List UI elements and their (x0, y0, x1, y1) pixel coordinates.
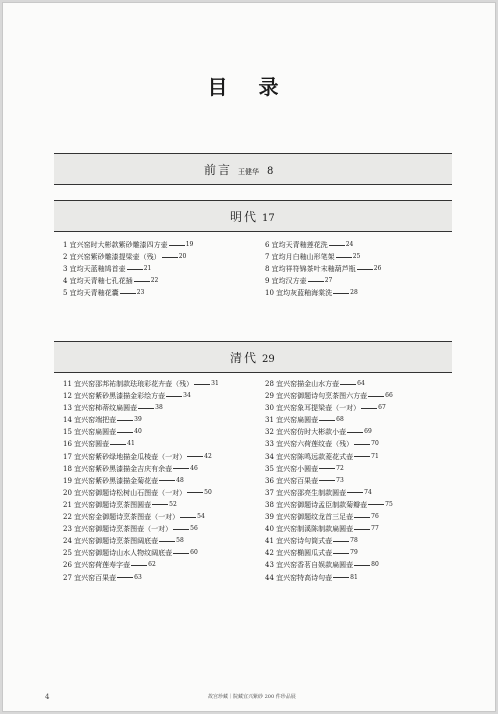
ming-band (54, 200, 452, 232)
leader-line (187, 492, 203, 493)
toc-entry-page: 48 (176, 476, 184, 484)
toc-entry[interactable] (63, 390, 219, 402)
toc-entry-title: 4 宜均天青釉七孔花插 (63, 277, 133, 286)
toc-entry-title: 38 宜兴窑御题诗孟臣制款菊瓣壶 (265, 500, 368, 509)
toc-entry-title: 34 宜兴窑陈鸣远款菱花式壶 (265, 452, 354, 461)
toc-entry[interactable] (63, 547, 219, 559)
toc-entry[interactable] (265, 559, 393, 571)
leader-line (131, 565, 147, 566)
toc-entry-page: 22 (150, 277, 159, 285)
leader-line (347, 492, 363, 493)
ming-list-right (265, 239, 381, 299)
ming-page: 17 (262, 213, 275, 224)
band-rule (54, 153, 452, 154)
leader-line (152, 504, 168, 505)
toc-entry[interactable] (63, 572, 219, 584)
toc-entry-title: 3 宜均天蓝釉鸠首壶 (63, 265, 126, 274)
qing-band (54, 341, 452, 373)
leader-line (347, 432, 363, 433)
toc-entry-page: 26 (373, 265, 382, 273)
toc-entry-title: 30 宜兴窑象耳提梁壶（一对） (265, 404, 361, 413)
leader-line (173, 468, 189, 469)
toc-entry-page: 79 (350, 549, 358, 557)
leader-line (333, 541, 349, 542)
leader-line (110, 444, 126, 445)
toc-entry-title: 1 宜兴窑时大彬款紫砂雕漆四方壶 (63, 241, 168, 249)
leader-line (319, 480, 335, 481)
ming-list-left (63, 239, 193, 299)
toc-entry-title: 16 宜兴窑圆壶 (63, 440, 110, 449)
toc-entry-title: 44 宜兴窑特高诗句壶 (265, 573, 333, 582)
toc-entry[interactable] (63, 414, 219, 426)
leader-line (162, 257, 178, 258)
toc-entry-title: 26 宜兴窑荷莲寿字壶 (63, 561, 131, 570)
toc-entry-title: 7 宜均月白釉山形笔架 (265, 253, 335, 262)
toc-entry-page: 74 (364, 488, 372, 496)
toc-entry-page: 27 (324, 277, 333, 285)
toc-entry[interactable] (63, 487, 219, 499)
toc-entry[interactable] (265, 438, 393, 450)
toc-entry-page: 71 (371, 452, 379, 460)
toc-entry-title: 10 宜均灰蓝釉海棠洗 (265, 289, 333, 298)
qing-list-right (265, 378, 393, 584)
toc-entry-page: 41 (127, 440, 135, 448)
band-rule (54, 200, 452, 201)
toc-entry-title: 22 宜兴窑金御题诗烹茶图壶（一对） (63, 513, 180, 522)
toc-entry-page: 63 (134, 573, 142, 581)
toc-entry-page: 75 (385, 500, 393, 508)
toc-entry-page: 56 (190, 525, 198, 533)
leader-line (173, 553, 189, 554)
toc-entry-title: 25 宜兴窑御题诗山水人物纹阔底壶 (63, 549, 173, 558)
toc-entry-title: 5 宜均天青釉花囊 (63, 289, 119, 298)
toc-entry[interactable] (63, 463, 219, 475)
qing-page: 29 (262, 354, 275, 365)
leader-line (319, 420, 335, 421)
leader-line (120, 293, 136, 294)
leader-line (354, 517, 370, 518)
leader-line (361, 408, 377, 409)
toc-entry[interactable] (63, 426, 219, 438)
leader-line (329, 245, 345, 246)
toc-entry-title: 41 宜兴窑诗句筒式壶 (265, 537, 333, 546)
toc-entry[interactable] (265, 572, 393, 584)
toc-entry[interactable] (265, 263, 381, 275)
toc-entry-page: 50 (204, 488, 212, 496)
toc-entry-page: 42 (204, 452, 212, 460)
toc-entry-title: 15 宜兴窑扁圆壶 (63, 428, 117, 437)
preface-band (54, 153, 452, 185)
footer-running-title: 故宫珍藏｜院藏宜兴紫砂 200 件珍品展 (208, 694, 296, 700)
leader-line (187, 456, 203, 457)
toc-entry-page: 54 (197, 513, 205, 521)
toc-entry-page: 19 (185, 241, 194, 248)
toc-entry[interactable] (265, 499, 393, 511)
leader-line (134, 281, 150, 282)
toc-entry[interactable] (265, 487, 393, 499)
qing-heading[interactable] (230, 349, 275, 366)
toc-entry-page: 40 (134, 428, 142, 436)
toc-entry[interactable] (63, 475, 219, 487)
qing-list-left (63, 378, 219, 584)
toc-entry-page: 77 (371, 525, 379, 533)
toc-entry-page: 58 (176, 537, 184, 545)
toc-entry-title: 9 宜均汉方壶 (265, 277, 307, 286)
toc-entry-page: 31 (211, 380, 219, 387)
toc-entry-title: 6 宜均天青釉莲花洗 (265, 241, 328, 249)
leader-line (354, 456, 370, 457)
toc-entry-title: 2 宜兴窑紫砂雕漆提梁壶（残） (63, 253, 161, 262)
toc-entry-title: 11 宜兴窑邵邦祐制款珐琅彩花卉壶（残） (63, 380, 194, 388)
toc-entry-title: 8 宜均祥符锦茶叶末釉葫芦瓶 (265, 265, 356, 274)
toc-entry-page: 81 (350, 573, 358, 581)
page-title: 目 录 (207, 75, 291, 99)
leader-line (333, 577, 349, 578)
toc-entry-page: 67 (378, 404, 386, 412)
toc-entry[interactable] (265, 451, 393, 463)
toc-entry[interactable] (63, 287, 193, 299)
leader-line (166, 396, 182, 397)
leader-line (357, 269, 373, 270)
toc-entry[interactable] (265, 275, 381, 287)
leader-line (340, 384, 356, 385)
toc-entry-title: 37 宜兴窑邵亮生制款圆壶 (265, 488, 347, 497)
toc-entry-title: 14 宜兴窑端把壶 (63, 416, 117, 425)
leader-line (117, 420, 133, 421)
toc-entry[interactable] (63, 535, 219, 547)
toc-entry-title: 32 宜兴窑仿时大彬款小壶 (265, 428, 347, 437)
toc-entry[interactable] (63, 438, 219, 450)
leader-line (333, 293, 349, 294)
band-rule (54, 231, 452, 232)
toc-entry-title: 23 宜兴窑御题诗烹茶图壶（一对） (63, 525, 173, 534)
leader-line (117, 577, 133, 578)
toc-entry-title: 31 宜兴窑扁圆壶 (265, 416, 319, 425)
leader-line (138, 408, 154, 409)
toc-entry-page: 69 (364, 428, 372, 436)
band-rule (54, 372, 452, 373)
leader-line (354, 565, 370, 566)
qing-title: 清代 (230, 351, 259, 365)
leader-line (368, 504, 384, 505)
toc-entry-title: 33 宜兴窑六荷莲纹壶（残） (265, 440, 354, 449)
leader-line (159, 480, 175, 481)
toc-entry[interactable] (265, 475, 393, 487)
toc-entry[interactable] (265, 547, 393, 559)
band-rule (54, 341, 452, 342)
preface-title: 前言 (204, 163, 233, 177)
preface-heading[interactable] (204, 161, 273, 178)
toc-entry[interactable] (265, 402, 393, 414)
toc-entry[interactable] (265, 239, 381, 251)
leader-line (194, 384, 210, 385)
leader-line (173, 529, 189, 530)
toc-entry[interactable] (265, 378, 393, 390)
band-rule (54, 184, 452, 185)
toc-entry[interactable] (63, 511, 219, 523)
leader-line (354, 529, 370, 530)
toc-entry[interactable] (265, 287, 381, 299)
toc-entry-page: 28 (350, 289, 358, 297)
leader-line (308, 281, 324, 282)
toc-entry[interactable] (265, 251, 381, 263)
preface-author: 王健华 (238, 168, 260, 176)
footer-page-number: 4 (45, 693, 50, 701)
leader-line (354, 444, 370, 445)
toc-entry-page: 38 (155, 404, 163, 412)
toc-entry-page: 72 (336, 464, 344, 472)
toc-entry-title: 39 宜兴窑御题纹龙首三足壶 (265, 513, 354, 522)
toc-entry-title: 13 宜兴窑柿蒂纹扁圆壶 (63, 404, 138, 413)
leader-line (319, 468, 335, 469)
toc-page (3, 3, 495, 711)
leader-line (159, 541, 175, 542)
toc-entry-page: 23 (136, 289, 145, 297)
toc-entry-page: 24 (345, 241, 354, 248)
toc-entry[interactable] (63, 275, 193, 287)
toc-entry-title: 35 宜兴窑小圆壶 (265, 464, 319, 473)
toc-entry[interactable] (265, 426, 393, 438)
toc-entry-page: 62 (148, 561, 156, 569)
toc-entry-page: 60 (190, 549, 198, 557)
toc-entry-title: 20 宜兴窑御题诗松树山石图壶（一对） (63, 488, 187, 497)
toc-entry-page: 25 (352, 253, 361, 261)
toc-entry[interactable] (63, 239, 193, 251)
toc-entry[interactable] (63, 559, 219, 571)
toc-entry-page: 34 (183, 392, 191, 400)
toc-entry-title: 17 宜兴窑紫砂绿地描金瓜棱壶（一对） (63, 452, 187, 461)
toc-entry-title: 19 宜兴窑紫砂黑漆描金菊花壶 (63, 476, 159, 485)
toc-entry[interactable] (63, 451, 219, 463)
toc-entry[interactable] (265, 523, 393, 535)
leader-line (127, 269, 143, 270)
toc-entry-title: 43 宜兴窑香茗自娱款扁圆壶 (265, 561, 354, 570)
toc-entry-page: 46 (190, 464, 198, 472)
toc-entry-title: 42 宜兴窑椭圆瓜式壶 (265, 549, 333, 558)
toc-entry[interactable] (265, 390, 393, 402)
toc-entry-title: 36 宜兴窑百果壶 (265, 476, 319, 485)
toc-entry[interactable] (265, 414, 393, 426)
toc-entry-page: 80 (371, 561, 379, 569)
toc-entry-page: 78 (350, 537, 358, 545)
ming-heading[interactable] (230, 208, 275, 225)
toc-entry[interactable] (63, 523, 219, 535)
toc-entry-page: 68 (336, 416, 344, 424)
toc-entry[interactable] (63, 378, 219, 390)
preface-page: 8 (267, 166, 274, 177)
toc-entry[interactable] (63, 251, 193, 263)
toc-entry-title: 28 宜兴窑描金山水方壶 (265, 380, 340, 388)
toc-entry-page: 76 (371, 513, 379, 521)
leader-line (180, 517, 196, 518)
toc-entry-page: 64 (357, 380, 365, 387)
leader-line (368, 396, 384, 397)
toc-entry-title: 12 宜兴窑紫砂黑漆描金彩绘方壶 (63, 392, 166, 401)
ming-title: 明代 (230, 210, 259, 224)
toc-entry[interactable] (63, 402, 219, 414)
toc-entry-title: 21 宜兴窑御题诗烹茶图圆壶 (63, 500, 152, 509)
toc-entry[interactable] (265, 463, 393, 475)
toc-entry[interactable] (63, 499, 219, 511)
leader-line (117, 432, 133, 433)
toc-entry-title: 18 宜兴窑紫砂黑漆描金吉庆有余壶 (63, 464, 173, 473)
toc-entry-page: 39 (134, 416, 142, 424)
toc-entry-page: 21 (143, 265, 152, 273)
toc-entry-page: 66 (385, 392, 393, 400)
toc-entry-title: 27 宜兴窑百果壶 (63, 573, 117, 582)
toc-entry-page: 20 (178, 253, 187, 261)
toc-entry-title: 29 宜兴窑御题诗句烹茶图六方壶 (265, 392, 368, 401)
toc-entry[interactable] (63, 263, 193, 275)
toc-entry-title: 40 宜兴窑制溪陈制款扁圆壶 (265, 525, 354, 534)
toc-entry-page: 52 (169, 500, 177, 508)
leader-line (169, 245, 185, 246)
toc-entry[interactable] (265, 511, 393, 523)
toc-entry[interactable] (265, 535, 393, 547)
toc-entry-page: 73 (336, 476, 344, 484)
toc-entry-title: 24 宜兴窑御题诗烹茶图阔底壶 (63, 537, 159, 546)
leader-line (333, 553, 349, 554)
toc-entry-page: 70 (371, 440, 379, 448)
leader-line (336, 257, 352, 258)
